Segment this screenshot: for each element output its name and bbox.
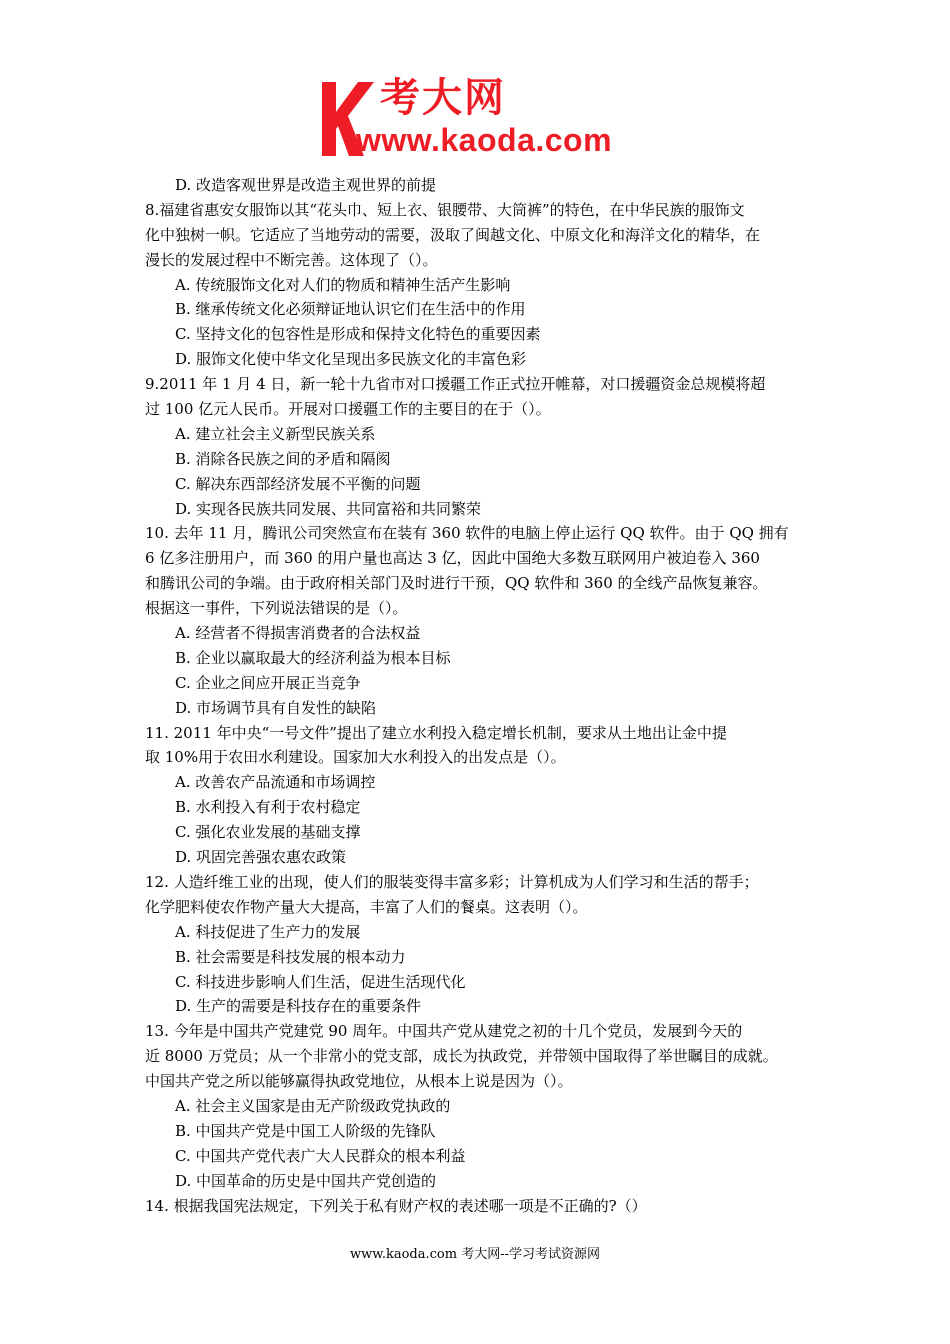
answer-option-line: A. 科技促进了生产力的发展 xyxy=(175,922,361,941)
answer-option-line: B. 消除各民族之间的矛盾和隔阂 xyxy=(175,449,391,468)
answer-option-line: C. 企业之间应开展正当竞争 xyxy=(175,673,361,692)
question-text-line: 化学肥料使农作物产量大大提高，丰富了人们的餐桌。这表明（）。 xyxy=(145,897,588,916)
document-body xyxy=(145,173,815,1218)
answer-option-line: C. 解决东西部经济发展不平衡的问题 xyxy=(175,474,421,493)
question-text-line: 14. 根据我国宪法规定，下列关于私有财产权的表述哪一项是不正确的?（） xyxy=(145,1196,647,1215)
answer-option-line: A. 改善农产品流通和市场调控 xyxy=(175,773,376,792)
answer-option-line: B. 继承传统文化必须辩证地认识它们在生活中的作用 xyxy=(175,300,526,319)
answer-option-line: B. 水利投入有利于农村稳定 xyxy=(175,798,361,817)
question-text-line: 9.2011 年 1 月 4 日，新一轮十九省市对口援疆工作正式拉开帷幕，对口援疆资金总规模将超 xyxy=(145,375,766,394)
answer-option-line: C. 中国共产党代表广大人民群众的根本利益 xyxy=(175,1146,466,1165)
answer-option-line: D. 中国革命的历史是中国共产党创造的 xyxy=(175,1171,437,1190)
answer-option-line: B. 中国共产党是中国工人阶级的先锋队 xyxy=(175,1121,436,1140)
answer-option-line: A. 社会主义国家是由无产阶级政党执政的 xyxy=(175,1096,451,1115)
answer-option-line: A. 传统服饰文化对人们的物质和精神生活产生影响 xyxy=(175,275,511,294)
question-text-line: 过 100 亿元人民币。开展对口援疆工作的主要目的在于（）。 xyxy=(145,400,551,419)
kaoda-logo xyxy=(318,75,638,160)
question-text-line: 12. 人造纤维工业的出现，使人们的服装变得丰富多彩；计算机成为人们学习和生活的帮手； xyxy=(145,872,759,891)
answer-option-line: D. 巩固完善强农惠农政策 xyxy=(175,848,347,867)
answer-option-line: D. 改造客观世界是改造主观世界的前提 xyxy=(175,176,437,194)
question-text-line: 取 10%用于农田水利建设。国家加大水利投入的出发点是（）。 xyxy=(145,748,566,767)
question-text-line: 6 亿多注册用户，而 360 的用户量也高达 3 亿，因此中国绝大多数互联网用户被迫卷入 360 xyxy=(145,549,760,568)
question-text-line: 10. 去年 11 月，腾讯公司突然宣布在装有 360 软件的电脑上停止运行 QQ 软件。由于 QQ 拥有 xyxy=(145,524,789,543)
question-text-line: 近 8000 万党员；从一个非常小的党支部，成长为执政党，并带领中国取得了举世瞩目的成就。 xyxy=(145,1047,778,1066)
question-text-line: 漫长的发展过程中不断完善。这体现了（）。 xyxy=(145,250,438,269)
answer-option-line: C. 坚持文化的包容性是形成和保持文化特色的重要因素 xyxy=(175,325,541,344)
logo-chinese-text: 考大网 xyxy=(380,75,506,121)
page-footer: www.kaoda.com 考大网--学习考试资源网 xyxy=(350,1247,600,1262)
answer-option-line: D. 服饰文化使中华文化呈现出多民族文化的丰富色彩 xyxy=(175,350,527,369)
answer-option-line: D. 市场调节具有自发性的缺陷 xyxy=(175,698,377,717)
answer-option-line: C. 科技进步影响人们生活，促进生活现代化 xyxy=(175,972,466,991)
answer-option-line: A. 建立社会主义新型民族关系 xyxy=(175,424,376,443)
question-text-line: 化中独树一帜。它适应了当地劳动的需要，汲取了闽越文化、中原文化和海洋文化的精华，在 xyxy=(145,225,761,244)
question-text-line: 中国共产党之所以能够赢得执政党地位，从根本上说是因为（）。 xyxy=(145,1072,573,1091)
answer-option-line: D. 实现各民族共同发展、共同富裕和共同繁荣 xyxy=(175,499,482,518)
answer-option-line: C. 强化农业发展的基础支撑 xyxy=(175,823,361,842)
logo-url-text: www.kaoda.com xyxy=(356,122,613,158)
answer-option-line: B. 企业以赢取最大的经济利益为根本目标 xyxy=(175,648,451,667)
question-text-line: 13. 今年是中国共产党建党 90 周年。中国共产党从建党之初的十几个党员，发展到今天的 xyxy=(145,1022,743,1041)
answer-option-line: D. 生产的需要是科技存在的重要条件 xyxy=(175,997,422,1016)
question-text-line: 和腾讯公司的争端。由于政府相关部门及时进行干预，QQ 软件和 360 的全线产品恢复兼容。 xyxy=(145,574,768,593)
answer-option-line: B. 社会需要是科技发展的根本动力 xyxy=(175,947,406,966)
question-text-line: 11. 2011 年中央“一号文件”提出了建立水利投入稳定增长机制，要求从土地出让金中提 xyxy=(145,723,727,742)
question-text-line: 8.福建省惠安女服饰以其“花头巾、短上衣、银腰带、大筒裤”的特色，在中华民族的服饰文 xyxy=(145,200,745,219)
question-text-line: 根据这一事件，下列说法错误的是（）。 xyxy=(145,599,408,618)
answer-option-line: A. 经营者不得损害消费者的合法权益 xyxy=(175,624,421,643)
